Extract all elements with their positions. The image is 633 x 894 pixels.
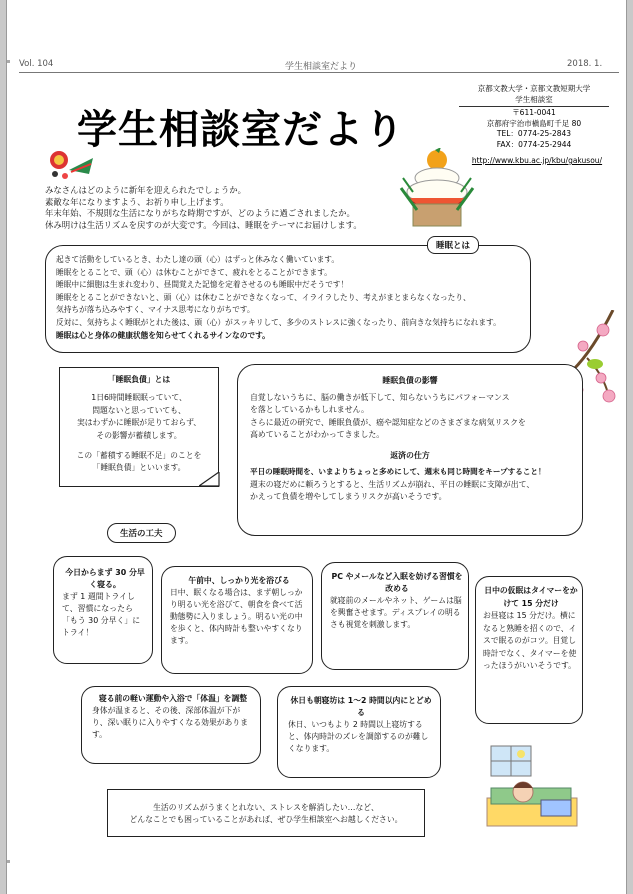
- repay-line: 平日の睡眠時間を、いまよりちょっと多めにして、週末も同じ時間をキープすること！: [250, 467, 546, 476]
- contact-fax: FAX：0774-25-2944: [496, 139, 572, 149]
- tip-title: 午前中、しっかり光を浴びる: [188, 576, 290, 585]
- tip-body: まず 1 週間トライして、習慣になったら「もう 30 分早く」にトライ！: [62, 592, 141, 637]
- debt-def-line: 問題ないと思っていても、: [92, 405, 186, 415]
- contact-block: [439, 84, 627, 167]
- debt-definition-box: [59, 367, 219, 487]
- debt-effect-box: [237, 364, 583, 536]
- document-page: [6, 0, 627, 894]
- new-year-ornament-icon: [45, 140, 97, 184]
- sleep-line: 睡眠をとることができないと、頭（心）は休むことができなくなって、イライラしたり、考えがまとまらなくなったり、: [56, 292, 471, 302]
- sleep-line: 睡眠中に細胞は生まれ変わり、昼間覚えた記憶を定着させるのも睡眠中だそうです！: [56, 280, 349, 290]
- sleep-line: 睡眠をとることで、頭（心）は休むことができて、疲れをとることができます。: [56, 267, 332, 277]
- tip-title: 今日からまず 30 分早く寝る。: [65, 568, 145, 589]
- tip-box-exercise-bath: [81, 686, 261, 764]
- tip-box-pc-mail: [321, 562, 469, 670]
- repay-line: 週末の寝だめに頼ろうとすると、生活リズムが崩れ、平日の睡眠に支障が出て、: [250, 479, 535, 489]
- contact-dept: 学生相談室: [515, 94, 553, 104]
- contact-rule: [459, 106, 609, 107]
- repay-line: かえって負債を増やしてしまうリスクが高いそうです。: [250, 492, 447, 501]
- sleep-line: 気持ちが落ち込みやすく、マイナス思考になりがちです。: [56, 305, 255, 315]
- intro-text: [45, 185, 415, 231]
- contact-org: 京都文教大学・京都文教短期大学: [477, 84, 591, 93]
- tip-title: PC やメールなど入眠を妨げる習慣を改める: [331, 572, 463, 593]
- header-title: 学生相談室だより: [285, 62, 358, 72]
- tip-box-morning-light: [161, 566, 313, 674]
- sleep-about-box: [45, 245, 531, 353]
- tip-body: お昼寝は 15 分だけ。横になると熟睡を招くので、イスで眠るのがコツ。目覚し時計でなく、タイマーを使ったほうがいいそうです。: [483, 611, 577, 670]
- debt-effect-line: を落としているかもしれません。: [250, 405, 369, 414]
- contact-address: 京都府宇治市槇島町千足 80: [486, 118, 582, 128]
- sleeping-child-icon: [481, 738, 581, 834]
- intro-line: 年末年始、不規則な生活になりがちな時期ですが、どのように過ごされましたか。: [45, 208, 355, 218]
- debt-effect-line: 高めていることがわかってきました。: [250, 430, 385, 439]
- tip-body: 休日、いつもより 2 時間以上寝坊すると、体内時計のズレを調節するのが難しくなります。: [288, 720, 429, 753]
- debt-def-line: その影響が蓄積します。: [96, 430, 182, 440]
- tip-body: 就寝前のメールやネット、ゲームは脳を興奮させます。ディスプレイの明るさも視覚を刺激します。: [330, 596, 462, 629]
- sleep-about-tag: 睡眠とは: [427, 236, 479, 254]
- tip-title: 休日も朝寝坊は 1～2 時間以内にとどめる: [290, 696, 432, 717]
- page-title: 学生相談室だより: [77, 107, 405, 153]
- tip-body: 身体が温まると、その後、深部体温が下がり、深い眠りに入りやすくなる効果があります。: [92, 706, 248, 739]
- intro-line: 休み明けは生活リズムを戻すのが大変です。今回は、睡眠をテーマにお届けします。: [45, 219, 362, 230]
- intro-line: みなさんはどのように新年を迎えられたでしょうか。: [45, 185, 246, 195]
- debt-def-title: 「睡眠負債」とは: [107, 375, 171, 384]
- footer-line: 生活のリズムがうまくとれない、ストレスを解消したい…など、: [153, 803, 379, 812]
- contact-tel: TEL：0774-25-2843: [496, 129, 572, 138]
- debt-effect-line: さらに最近の研究で、睡眠負債が、癌や認知症などのさまざまな病気リスクを: [250, 417, 526, 427]
- tip-box-nap: [475, 576, 583, 724]
- footer-line: どんなことでも困っていることがあれば、ぜひ学生相談室へお越しください。: [129, 815, 403, 824]
- tips-tag: 生活の工夫: [107, 523, 176, 543]
- debt-effect-title: 睡眠負債の影響: [382, 376, 438, 385]
- sleep-line: 反対に、気持ちよく睡眠がとれた後は、頭（心）がスッキリして、多少のストレスに強くなったり、前向きな気持ちになれます。: [56, 317, 501, 327]
- tip-box-holiday-sleep: [277, 686, 441, 778]
- debt-def-line: この「蓄積する睡眠不足」のことを: [76, 451, 202, 461]
- debt-def-line: 実はわずかに睡眠が足りておらず、: [76, 418, 202, 428]
- issue-date: 2018. 1.: [567, 59, 603, 69]
- sleep-line: 起きて活動をしているとき、わたし達の頭（心）はずっと休みなく働いています。: [56, 255, 340, 264]
- page-curl-icon: [199, 472, 223, 494]
- contact-postal: 〒611-0041: [512, 108, 556, 117]
- repay-title: 返済の仕方: [390, 450, 430, 460]
- sleep-line: 睡眠は心と身体の健康状態を知らせてくれるサインなのです。: [56, 330, 270, 340]
- margin-marker: [7, 860, 10, 863]
- header-rule: [19, 72, 619, 73]
- debt-def-line: 「睡眠負債」といいます。: [92, 463, 186, 473]
- tip-box-sleep-early: [53, 556, 153, 664]
- debt-effect-line: 自覚しないうちに、脳の働きが低下して、知らないうちにパフォーマンス: [250, 392, 510, 402]
- contact-url[interactable]: http://www.kbu.ac.jp/kbu/gakusou/: [471, 156, 603, 165]
- tip-body: 日中、眠くなる場合は、まず朝しっかり明るい光を浴びて、朝食を食べて活動態勢に入りましょう。明るい光の中を歩くと、体内時計も整いやすくなります。: [170, 588, 303, 645]
- volume-label: Vol. 104: [19, 59, 54, 69]
- tip-title: 寝る前の軽い運動や入浴で「体温」を調整: [98, 694, 248, 703]
- debt-def-line: 1日6時間睡眠眠っていて、: [91, 393, 187, 403]
- margin-marker: [7, 60, 10, 63]
- tip-title: 日中の仮眠はタイマーをかけて 15 分だけ: [484, 586, 578, 608]
- footer-message-box: [107, 789, 425, 837]
- intro-line: 素敵な年になりますよう、お祈り申し上げます。: [45, 196, 229, 207]
